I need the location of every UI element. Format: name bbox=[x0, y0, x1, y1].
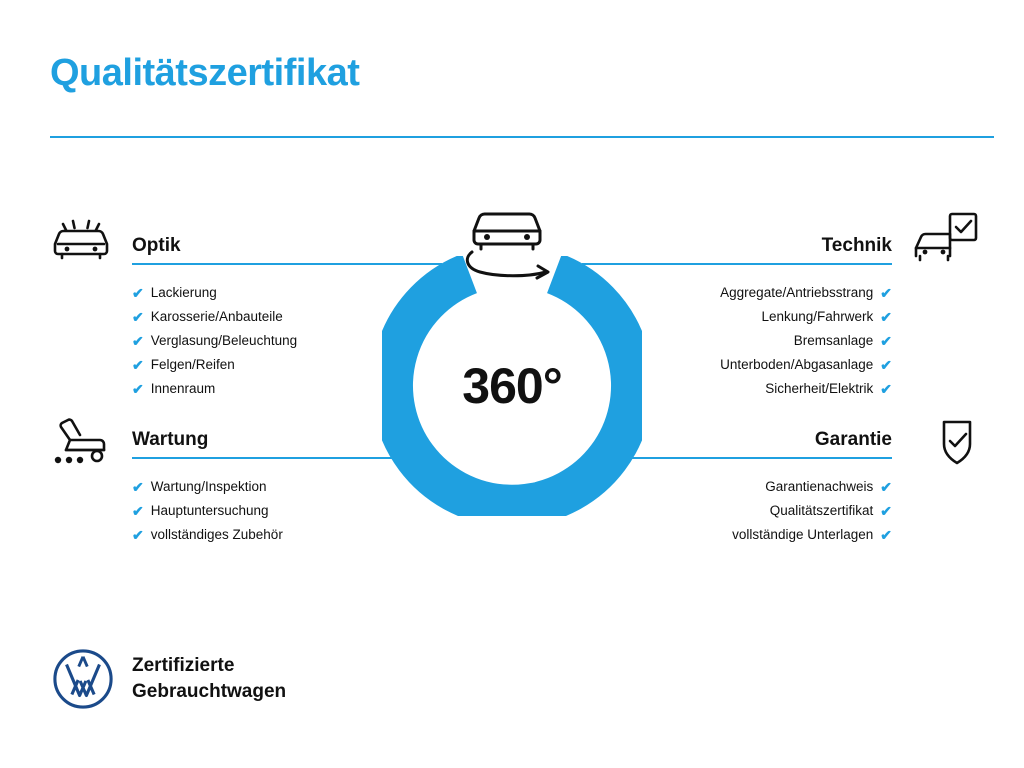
section-title-garantie: Garantie bbox=[814, 429, 892, 450]
check-icon: ✔ bbox=[880, 478, 892, 495]
check-icon: ✔ bbox=[880, 332, 892, 349]
section-title-optik: Optik bbox=[132, 235, 181, 256]
vw-logo bbox=[52, 648, 114, 710]
check-icon: ✔ bbox=[132, 380, 144, 397]
list-item-label: Garantienachweis bbox=[765, 478, 874, 494]
list-item-label: Lackierung bbox=[150, 284, 217, 300]
check-emblem bbox=[372, 196, 652, 496]
list-item bbox=[132, 523, 442, 547]
check-icon: ✔ bbox=[880, 284, 892, 301]
check-icon: ✔ bbox=[880, 380, 892, 397]
list-item-label: Hauptuntersuchung bbox=[150, 502, 269, 518]
check-icon: ✔ bbox=[880, 356, 892, 373]
list-item-label: Aggregate/Antriebsstrang bbox=[720, 284, 874, 300]
section-title-technik: Technik bbox=[821, 235, 892, 256]
check-icon: ✔ bbox=[880, 308, 892, 325]
check-icon: ✔ bbox=[132, 526, 144, 543]
list-item-label: Verglasung/Beleuchtung bbox=[150, 332, 298, 348]
list-item-label: Bremsanlage bbox=[793, 332, 874, 348]
check-icon: ✔ bbox=[132, 502, 144, 519]
list-item-label: vollständiges Zubehör bbox=[150, 526, 283, 542]
list-item-label: Lenkung/Fahrwerk bbox=[761, 308, 874, 324]
check-icon: ✔ bbox=[132, 332, 144, 349]
footer-line-2: Gebrauchtwagen bbox=[132, 681, 287, 702]
ring-label: Gebrauchtwagen-Check bbox=[413, 393, 611, 486]
car-service-lift-icon bbox=[48, 412, 120, 472]
list-item-label: vollständige Unterlagen bbox=[732, 526, 874, 542]
footer-brand bbox=[52, 648, 286, 710]
list-item-label: Innenraum bbox=[150, 380, 216, 396]
section-title-wartung: Wartung bbox=[132, 429, 209, 450]
check-icon: ✔ bbox=[132, 308, 144, 325]
check-icon: ✔ bbox=[880, 502, 892, 519]
badge-value: 360° bbox=[462, 358, 562, 414]
page-title: Qualitätszertifikat bbox=[50, 52, 360, 94]
footer-text bbox=[132, 653, 286, 704]
check-icon: ✔ bbox=[132, 356, 144, 373]
check-icon: ✔ bbox=[132, 478, 144, 495]
car-checklist-icon bbox=[910, 208, 982, 268]
shield-check-icon bbox=[918, 414, 990, 474]
list-item-label: Karosserie/Anbauteile bbox=[150, 308, 283, 324]
check-icon: ✔ bbox=[132, 284, 144, 301]
list-item-label: Sicherheit/Elektrik bbox=[765, 380, 874, 396]
list-item-label: Wartung/Inspektion bbox=[150, 478, 267, 494]
check-icon: ✔ bbox=[880, 526, 892, 543]
footer-line-1: Zertifizierte bbox=[132, 655, 235, 677]
list-item-label: Qualitätszertifikat bbox=[769, 502, 874, 518]
title-divider bbox=[50, 136, 994, 138]
car-front-headlights-icon bbox=[48, 212, 120, 272]
list-item bbox=[582, 523, 892, 547]
list-item-label: Unterboden/Abgasanlage bbox=[720, 356, 874, 372]
list-item-label: Felgen/Reifen bbox=[150, 356, 235, 372]
